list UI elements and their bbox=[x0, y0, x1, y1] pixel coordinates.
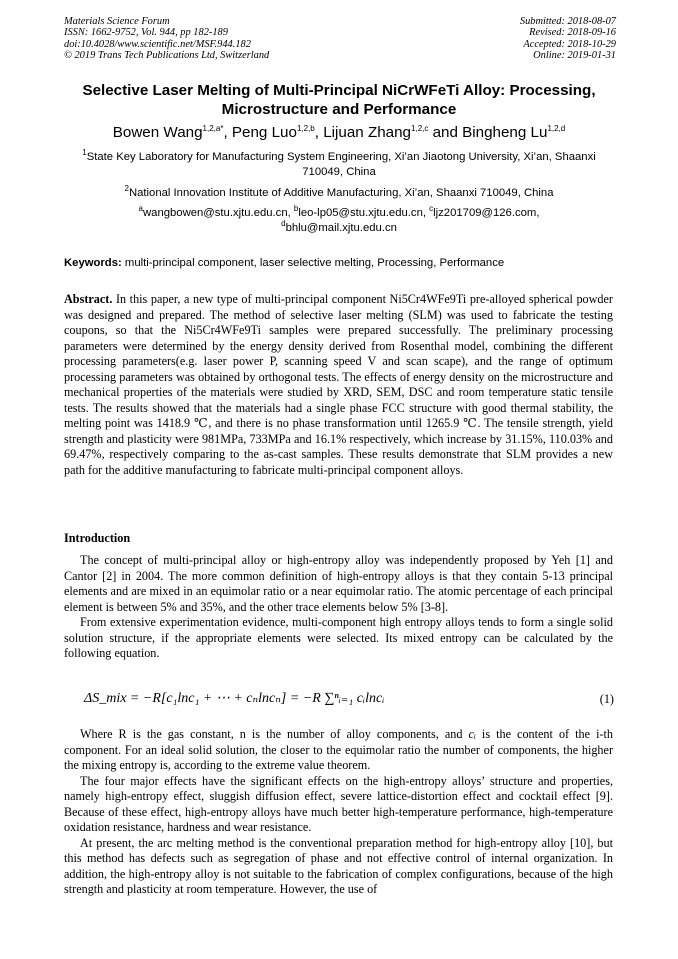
affiliation-marker: 2 bbox=[124, 184, 129, 194]
introduction-text-top bbox=[64, 553, 613, 662]
abstract-label: Abstract. bbox=[64, 292, 113, 306]
author-affiliation-marker: 1,2,d bbox=[547, 123, 566, 133]
journal-doi: doi:10.4028/www.scientific.net/MSF.944.182 bbox=[64, 38, 251, 50]
author-separator: , bbox=[314, 124, 324, 141]
equation-formula: ΔS_mix = −R[c₁lnc₁ + ⋯ + cₙlncₙ] = −R ∑ⁿᵢ₌₁ cᵢlncᵢ bbox=[84, 691, 385, 706]
email-marker: a bbox=[138, 204, 143, 214]
author-emails: $^a$wangbowen@stu.xjtu.edu.cn, $^b$leo-lp05@stu.xjtu.edu.cn, $^c$ljz201709@126.com, $^d$bhlu@mail.xjtu.edu.cn bbox=[138, 204, 540, 234]
affiliation-text: State Key Laboratory for Manufacturing System Engineering, Xi’an Jiaotong University, Xi’an, Shaanxi 710049, China bbox=[86, 151, 596, 178]
email-address: bhlu@mail.xjtu.edu.cn bbox=[285, 222, 397, 234]
keywords bbox=[64, 256, 504, 271]
journal-header-left bbox=[64, 16, 269, 62]
journal-name: Materials Science Forum bbox=[64, 16, 170, 27]
author-name: Bingheng Lu bbox=[462, 124, 548, 141]
paragraph: The concept of multi-principal alloy or high-entropy alloy was independently proposed by Yeh [1] and Cantor [2] in 2004. The more common definition of high-entropy alloys is that they contain 5-13 principal elements and are mixed in an equimolar ratio or a near equimolar ratio. The atomic percentage of each principal element is between 5% and 35%, and the other trace elements below 5% [3-8]. bbox=[64, 553, 613, 614]
author-name: Lijuan Zhang bbox=[323, 124, 412, 141]
where-text: Where R is the gas constant, n is the number of alloy components, and bbox=[80, 727, 469, 741]
author-affiliation-marker: 1,2,c bbox=[411, 123, 429, 133]
email-marker: d bbox=[281, 219, 286, 229]
author-separator: , bbox=[223, 124, 232, 141]
equation-number: (1) bbox=[599, 692, 614, 706]
paragraph bbox=[64, 727, 613, 774]
date-online: Online: 2019-01-31 bbox=[533, 50, 616, 62]
author-name: Bowen Wang bbox=[112, 124, 203, 141]
email-address: wangbowen@stu.xjtu.edu.cn bbox=[143, 207, 288, 219]
paragraph: From extensive experimentation evidence, multi-component high entropy alloys tends to form a single solid solution structure, if the appropriate elements were selected. Its mixed entropy can be calculated by the following equation. bbox=[64, 615, 613, 660]
author-separator: and bbox=[428, 124, 463, 141]
author-affiliation-marker: 1,2,b bbox=[296, 123, 315, 133]
introduction-text-bottom bbox=[64, 727, 613, 898]
affiliation-2 bbox=[62, 186, 616, 201]
date-revised: Revised: 2018-09-16 bbox=[529, 27, 616, 39]
abstract bbox=[64, 292, 613, 478]
section-heading-introduction: Introduction bbox=[64, 531, 131, 545]
affiliation-1 bbox=[62, 150, 616, 180]
affiliation-text: National Innovation Institute of Additive Manufacturing, Xi’an, Shaanxi 710049, China bbox=[128, 187, 554, 199]
where-text: is the content of the i-th component. For an ideal solid solution, the closer to the equimolar ratio the number of components, the higher the mixing entropy is, according to the extreme value theorem. bbox=[64, 727, 614, 772]
email-address: ljz201709@126.com bbox=[433, 207, 537, 219]
journal-copyright: © 2019 Trans Tech Publications Ltd, Switzerland bbox=[64, 50, 270, 62]
variable-ci: cᵢ bbox=[468, 727, 476, 741]
date-accepted: Accepted: 2018-10-29 bbox=[523, 38, 616, 50]
journal-header-right bbox=[520, 16, 616, 62]
email-address: leo-lp05@stu.xjtu.edu.cn bbox=[298, 207, 423, 219]
author-name: Peng Luo bbox=[231, 124, 297, 141]
equation-1 bbox=[84, 688, 614, 710]
keywords-label: Keywords: bbox=[64, 257, 122, 269]
author-list bbox=[40, 124, 638, 142]
affiliation-marker: 1 bbox=[82, 148, 87, 158]
author-affiliation-marker: 1,2,a* bbox=[202, 123, 224, 133]
paragraph: At present, the arc melting method is the conventional preparation method for high-entropy alloy [10], but this method has defects such as segregation of phase and not effective control of internal organization. In addition, the high-entropy alloy is not suitable to the fabrication of complex configurations, because of the high strength and plasticity at room temperature. However, the use of bbox=[64, 835, 613, 896]
paper-title: Selective Laser Melting of Multi-Principal NiCrWFeTi Alloy: Processing, Microstructure and Performance bbox=[82, 82, 596, 118]
date-submitted: Submitted: 2018-08-07 bbox=[519, 16, 616, 27]
email-marker: b bbox=[293, 204, 299, 214]
abstract-text: In this paper, a new type of multi-principal component Ni5Cr4WFe9Ti pre-alloyed spherical powder was designed and prepared. The method of selective laser melting (SLM) was used to fabricate the testing coupons, so that the Ni5Cr4WFe9Ti samples were prepared successfully. The preliminary processing parameters were determined by the energy density derived from Rosenthal model, combining the different processing parameters(e.g. laser power P, scanning speed V and scan scape), and the range of optimum processing parameters was obtained by orthogonal tests. The effects of energy density on the microstructure and mechanical properties of the materials were studied by XRD, SEM, DSC and room temperature static tensile tests. The results showed that the materials had a single phase FCC structure with good thermal stability, the melting point was 1418.9 ℃, and there is no phase transformation until 1265.9 ℃. The tensile strength, yield strength and plasticity were 981MPa, 733MPa and 16.1% respectively, which increase by 31.15%, 110.03% and 69.47%, respectively comparing to the as-cast samples. These results demonstrate that SLM provides a new path for the additive manufacturing to fabricate multi-principal component alloys. bbox=[64, 292, 613, 477]
journal-issn: ISSN: 1662-9752, Vol. 944, pp 182-189 bbox=[64, 27, 228, 39]
email-marker: c bbox=[429, 204, 434, 214]
keywords-text: multi-principal component, laser selective melting, Processing, Performance bbox=[124, 257, 505, 269]
paragraph: The four major effects have the significant effects on the high-entropy alloys’ structure and properties, namely high-entropy effect, sluggish diffusion effect, severe lattice-distortion effect and cocktail effect [9]. Because of these effect, high-entropy alloys have much better high-temperature performance, high-temperature oxidation resistance, hardness and wear resistance. bbox=[64, 773, 613, 834]
